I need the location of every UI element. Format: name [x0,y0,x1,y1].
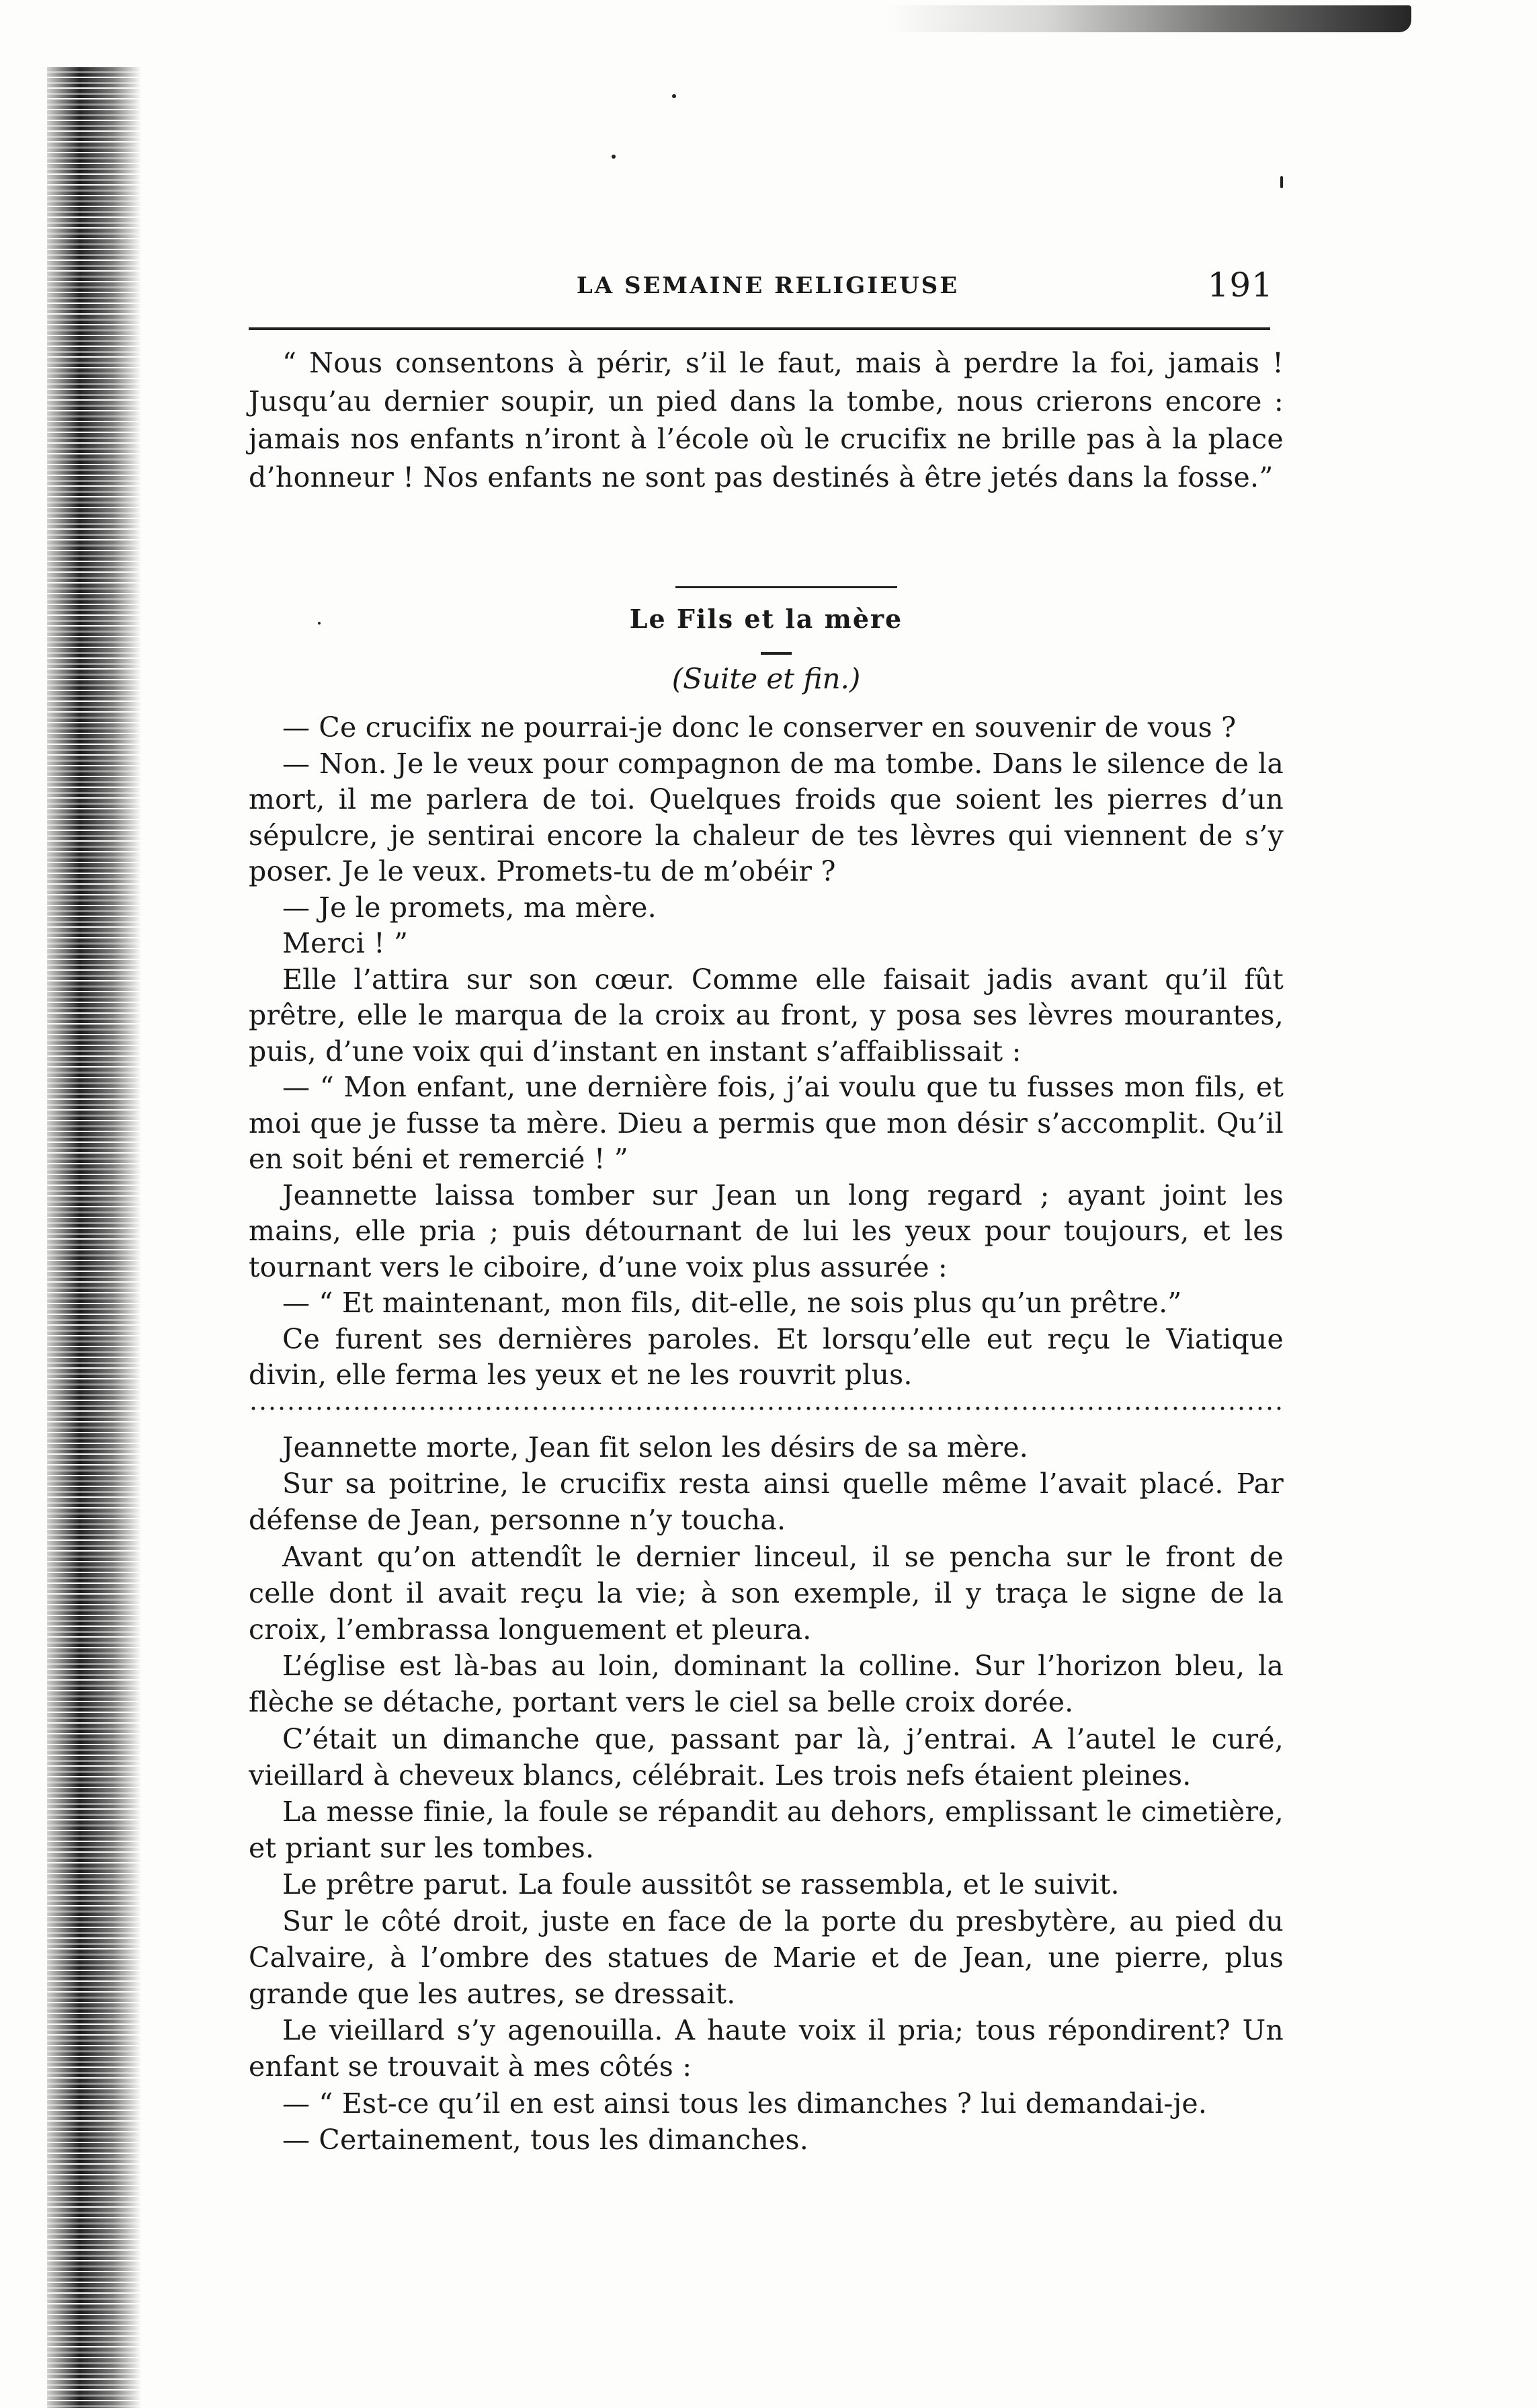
scan-speck [672,94,676,98]
page-header [249,266,1287,313]
scan-speck [612,155,616,159]
paragraph: — “ Est-ce qu’il en est ainsi tous les dimanches ? lui demandai-je. [282,2087,1208,2120]
title-dash [761,652,792,655]
paragraph: Le prêtre parut. La foule aussitôt se rassembla, et le suivit. [282,1868,1120,1901]
paragraph: — Certainement, tous les dimanches. [282,2123,808,2156]
binding-edge-shadow [47,67,141,2408]
page-number: 191 [1207,266,1274,305]
paragraph: Merci ! ” [282,927,409,959]
section-separator [675,586,897,588]
paragraph: Elle l’attira sur son cœur. Comme elle faisait jadis avant qu’il fût prêtre, elle le marqua de la croix au front, y posa ses lèvres mourantes, puis, d’une voix qui d’instant en instant s’affaiblissait : [249,963,1284,1068]
paragraph: — “ Et maintenant, mon fils, dit-elle, ne sois plus qu’un prêtre.” [282,1287,1182,1319]
scan-speck [1280,176,1283,188]
header-rule [249,327,1270,330]
section-subtitle: (Suite et fin.) [671,662,861,695]
intro-text: “ Nous consentons à périr, s’il le faut, mais à perdre la foi, jamais ! Jusqu’au dernier soupir, un pied dans la tombe, nous crierons encore : jamais nos enfants n’iront à l’école où le crucifix ne brille pas à la place d’honneur ! Nos enfants ne sont pas destinés à être jetés dans la fosse.” [249,347,1284,493]
paragraph: — Non. Je le veux pour compagnon de ma tombe. Dans le silence de la mort, il me parlera de toi. Quelques froids que soient les pierres d’un sépulcre, je sentirai encore la chaleur de tes lèvres qui viennent de s’y poser. Je le veux. Promets-tu de m’obéir ? [249,747,1284,887]
paragraph: C’était un dimanche que, passant par là, j’entrai. A l’autel le curé, vieillard à cheveux blancs, célébrait. Les trois nefs étaient pleines. [249,1722,1284,1792]
running-head: LA SEMAINE RELIGIEUSE [576,272,960,299]
paragraph: — Ce crucifix ne pourrai-je donc le conserver en souvenir de vous ? [282,711,1237,744]
paragraph: La messe finie, la foule se répandit au dehors, emplissant le cimetière, et priant sur les tombes. [249,1796,1284,1865]
scan-smudge [887,5,1411,32]
paragraph: Ce furent ses dernières paroles. Et lorsqu’elle eut reçu le Viatique divin, elle ferma les yeux et ne les rouvrit plus. [249,1322,1284,1391]
paragraph: Sur le côté droit, juste en face de la porte du presbytère, au pied du Calvaire, à l’ombre des statues de Marie et de Jean, une pierre, plus grande que les autres, se dressait. [249,1904,1284,2011]
dotted-separator [249,1406,1284,1410]
intro-paragraph [249,344,1284,496]
paragraph: Jeannette laissa tomber sur Jean un long regard ; ayant joint les mains, elle pria ; puis détournant de lui les yeux pour toujours, et les tournant vers le ciboire, d’une voix plus assurée : [249,1178,1284,1283]
story-part-1 [249,710,1284,1394]
paragraph: Le vieillard s’y agenouilla. A haute voix il pria; tous répondirent? Un enfant se trouvait à mes côtés : [249,2014,1284,2083]
paragraph: Sur sa poitrine, le crucifix resta ainsi quelle même l’avait placé. Par défense de Jean, personne n’y toucha. [249,1468,1284,1537]
paragraph: L’église est là-bas au loin, dominant la colline. Sur l’horizon bleu, la flèche se détache, portant vers le ciel sa belle croix dorée. [249,1650,1284,1719]
paragraph: — Je le promets, ma mère. [282,891,657,924]
story-part-2 [249,1429,1284,2158]
paragraph: — “ Mon enfant, une dernière fois, j’ai voulu que tu fusses mon fils, et moi que je fusse ta mère. Dieu a permis que mon désir s’accomplit. Qu’il en soit béni et remercié ! ” [249,1071,1284,1175]
paragraph: Avant qu’on attendît le dernier linceul, il se pencha sur le front de celle dont il avait reçu la vie; à son exemple, il y traça le signe de la croix, l’embrassa longuement et pleura. [249,1540,1284,1646]
paragraph: Jeannette morte, Jean fit selon les désirs de sa mère. [282,1431,1029,1463]
section-title: Le Fils et la mère [629,604,903,634]
